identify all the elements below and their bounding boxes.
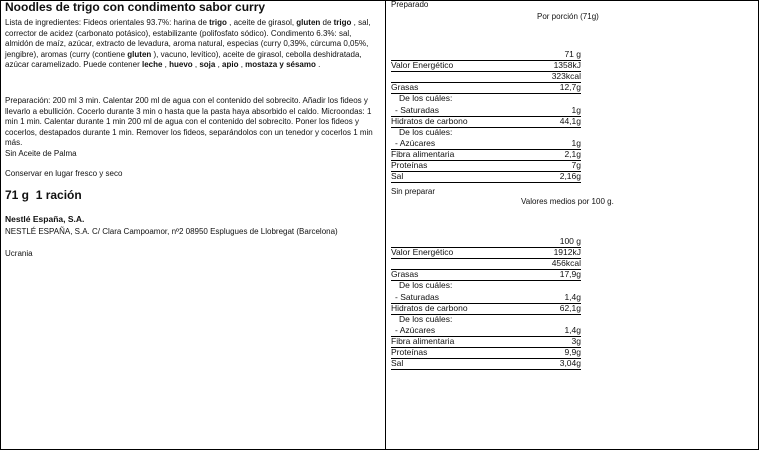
nutrient-label: - Azúcares xyxy=(395,324,436,335)
nutrient-label: - Saturadas xyxy=(395,291,439,302)
ingredients-segment: , xyxy=(238,60,246,70)
product-title: Noodles de trigo con condimento sabor curry xyxy=(5,0,266,14)
ingredients-segment: . xyxy=(315,60,321,70)
allergen-text: apio xyxy=(222,60,239,70)
unprepared-heading: Sin preparar xyxy=(391,187,436,196)
ingredients-segment: de xyxy=(320,18,334,27)
nutrition-row xyxy=(391,93,581,104)
portions: 1 ración xyxy=(35,188,82,202)
nutrition-row xyxy=(391,171,581,183)
ingredients-segment: Lista de ingredientes: Fideos orientales 93.7%: harina de xyxy=(5,18,210,27)
allergen-text: gluten xyxy=(127,49,152,59)
ingredients-text xyxy=(5,18,380,71)
nutrient-value: 456kcal xyxy=(551,258,581,269)
column-divider xyxy=(385,0,386,449)
nutrient-value: 323kcal xyxy=(551,71,581,82)
nutrient-label: Grasas xyxy=(391,269,419,280)
storage-note: Conservar en lugar fresco y seco xyxy=(5,169,123,178)
nutrient-value: 71 g xyxy=(564,49,581,59)
nutrition-row xyxy=(391,280,581,291)
nutrient-label: Valor Energético xyxy=(391,60,454,71)
nutrient-label: Proteínas xyxy=(391,347,428,357)
allergen-text: trigo xyxy=(333,18,352,27)
company-name: Nestlé España, S.A. xyxy=(5,214,85,224)
nutrition-row xyxy=(391,127,581,138)
nutrient-value: 1,4g xyxy=(564,324,581,335)
nutrient-label: De los cuáles: xyxy=(399,126,453,137)
nutrient-label: Fibra alimentaria xyxy=(391,335,455,346)
ingredients-segment: , xyxy=(162,60,170,70)
unprepared-basis: Valores medios por 100 g. xyxy=(521,197,614,206)
ingredients-segment: , aceite de girasol, xyxy=(226,18,297,27)
nutrient-value: 2,16g xyxy=(559,171,581,182)
nutrient-label: De los cuáles: xyxy=(399,93,453,104)
nutrient-label: Fibra alimentaria xyxy=(391,148,455,159)
origin-country: Ucrania xyxy=(5,249,33,258)
nutrient-value: 100 g xyxy=(559,236,581,246)
nutrient-value: 1912kJ xyxy=(553,247,581,258)
nutrient-value: 7g xyxy=(571,160,581,170)
nutrient-value: 3,04g xyxy=(559,358,581,369)
nutrient-value: 1358kJ xyxy=(553,60,581,71)
prepared-heading: Preparado xyxy=(391,0,429,9)
ingredients-segment: , sal, corrector de acidez (carbonato potásico), estabilizante (polifosfato sódico). Condimento 6.3%: sal, almidón de maíz, azúcar, extracto de levadura, aroma natural, especias (curry 0,39%, cúrcuma 0,05%, jengibre), aromas (curry (contiene xyxy=(5,18,371,59)
nutrient-value: 1g xyxy=(571,104,581,115)
nutrient-label: Valor Energético xyxy=(391,247,454,258)
allergen-text: trigo xyxy=(209,18,227,27)
quantity-line xyxy=(5,188,82,202)
nutrient-value: 62,1g xyxy=(559,302,581,313)
nutrient-value: 1,4g xyxy=(564,291,581,302)
nutrient-label: De los cuáles: xyxy=(399,280,453,291)
preparation-text: Preparación: 200 ml 3 min. Calentar 200 ml de agua con el contenido del sobrecito. Añadir los fideos y llevarlo a ebullición. Cocerlo durante 3 min o hasta que la pasta haya absorbido el caldo. Microondas: 1 min 1 min. Calentar durante 1 min 200 ml de agua con el contenido del sobrecito. Poner los fideos y cocerlos, destapados durante 1 min. Remover los fideos, separándolos con un tenedor y cocerlos 1 min más. xyxy=(5,96,373,148)
company-address: NESTLÉ ESPAÑA, S.A. C/ Clara Campoamor, nº2 08950 Esplugues de Llobregat (Barcelona) xyxy=(5,227,338,236)
ingredients-segment: , xyxy=(192,60,200,70)
nutrition-row xyxy=(391,314,581,325)
nutrition-row xyxy=(391,358,581,370)
nutrient-label: Proteínas xyxy=(391,160,428,170)
nutrient-value: 9,9g xyxy=(564,347,581,357)
nutrient-label: Grasas xyxy=(391,82,419,93)
nutrient-value: 2,1g xyxy=(564,148,581,159)
nutrient-label: De los cuáles: xyxy=(399,313,453,324)
nutrient-label: Hidratos de carbono xyxy=(391,115,468,126)
ingredients-segment: , xyxy=(215,60,223,70)
nutrient-label: Sal xyxy=(391,358,404,369)
nutrient-value: 3g xyxy=(571,335,581,346)
palm-oil-note: Sin Aceite de Palma xyxy=(5,149,77,158)
nutrient-value: 12,7g xyxy=(559,82,581,93)
nutrient-value: 1g xyxy=(571,137,581,148)
allergen-text: gluten xyxy=(296,18,321,27)
net-quantity: 71 g xyxy=(5,188,30,202)
prepared-basis: Por porción (71g) xyxy=(537,12,599,21)
nutrient-value: 44,1g xyxy=(559,115,581,126)
nutrient-label: - Saturadas xyxy=(395,104,439,115)
nutrient-label: Hidratos de carbono xyxy=(391,302,468,313)
ingredients-segment: ), vacuno, levítico), aceite de girasol, cebolla deshidratada, azúcar caramelizado. Puede contener xyxy=(5,49,362,70)
nutrient-label: Sal xyxy=(391,171,404,182)
allergen-text: huevo xyxy=(169,60,193,70)
nutrient-value: 17,9g xyxy=(559,269,581,280)
allergen-text: soja xyxy=(199,60,216,70)
allergen-text: mostaza y sésamo xyxy=(245,60,316,70)
nutrient-label: - Azúcares xyxy=(395,137,436,148)
allergen-text: leche xyxy=(141,60,163,70)
